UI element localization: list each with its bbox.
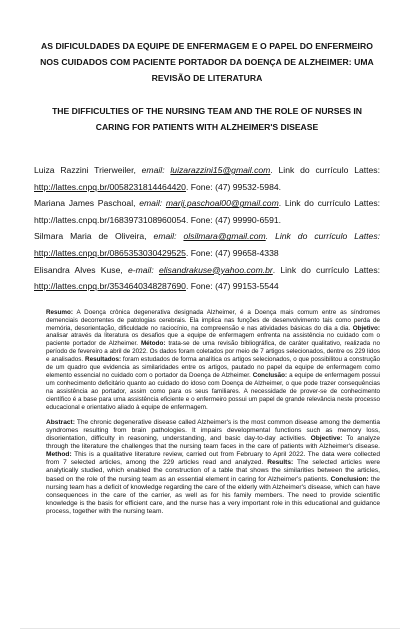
metodo-label: Método:	[140, 340, 166, 348]
objetivo-label: Objetivo:	[352, 324, 380, 332]
resultados-label: Resultados:	[85, 356, 122, 364]
resultados-text: foram estudados de forma analítica os artigos selecionados, o que possibilitou a construção de um quadro que evidencia as similaridades entre os artigos, pautado no papel da equipe de enfermagem como elemento essencial no cuidado com o portador da Doença de Alzheimer.	[46, 356, 381, 379]
title-portuguese: AS DIFICULDADES DA EQUIPE DE ENFERMAGEM E O PAPEL DO ENFERMEIRO NOS CUIDADOS COM PACIENTE PORTADOR DA DOENÇA DE ALZHEIMER: UMA REVISÃO DE LITERATURA	[40, 41, 374, 83]
email-label: email:	[141, 165, 165, 175]
author-entry	[34, 262, 380, 295]
email-link[interactable]: luizarazzini15@gmail.com	[170, 165, 271, 175]
conclusao-label: Conclusão:	[252, 372, 288, 379]
lattes-label: . Link do currículo Lattes:	[272, 264, 381, 275]
resumo-intro: A Doença crônica degenerativa designada Alzheimer, é a Doença mais comum entre as síndromes demenciais decorrentes de patologias cerebrais. Ela implica nas funções de desenvolvimento tais como perda de memória, desorientação, dificuldade no raciocínio, na compreensão e nas atividades básicas do dia a dia.	[46, 308, 380, 332]
email-link[interactable]: elisandrakuse@yahoo.com.br	[158, 264, 273, 275]
author-name: Mariana James Paschoal,	[34, 198, 136, 209]
abstract-paragraph	[34, 419, 380, 517]
objective-text: To analyze through the literature the challenges that the nursing team faces in the care of patients with Alzheimer's disease.	[46, 434, 380, 450]
author-entry	[34, 162, 380, 195]
lattes-link[interactable]: http://lattes.cnpq.br/1683973108960054	[34, 214, 186, 225]
results-label: Results:	[267, 459, 294, 467]
phone-text: . Fone: (47) 99658-4338	[185, 247, 279, 258]
author-name: Silmara Maria de Oliveira,	[34, 231, 147, 242]
lattes-label: . Link do currículo Lattes:	[265, 231, 381, 242]
lattes-link[interactable]: http://lattes.cnpq.br/3534640348287690	[34, 281, 186, 292]
phone-text: . Fone: (47) 99532-5984.	[185, 181, 282, 192]
lattes-label: . Link do currículo Lattes:	[278, 198, 381, 209]
email-label: email:	[139, 198, 163, 209]
objetivo-text: analisar através da literatura os desafios que a equipe de enfermagem enfrenta na assistência no cuidado com o paciente portador de Alzheimer.	[46, 332, 380, 348]
method-label: Method:	[46, 451, 72, 459]
conclusao-text: a equipe de enfermagem possui um conhecimento deficitário quanto ao cuidado do idoso com Doença de Alzheimer, o que pode trazer consequências na assistência ao portador, assim como para os seus familiares. A necessidade de prover-se de conhecimento científico é a base para uma assistência eficiente e o enfermeiro possui um papel de grande relevância neste processo educacional e orientativo aliado à equipe de enfermagem.	[46, 372, 381, 411]
abstract-label: Abstract:	[46, 418, 75, 426]
phone-text: . Fone: (47) 99990-6591.	[185, 214, 282, 225]
title-english: THE DIFFICULTIES OF THE NURSING TEAM AND THE ROLE OF NURSES IN CARING FOR PATIENTS WITH ALZHEIMER'S DISEASE	[52, 106, 362, 132]
email-link[interactable]: olsilmara@gmail.com	[183, 231, 266, 242]
email-label: email:	[153, 231, 177, 242]
author-name: Elisandra Alves Kuse,	[34, 264, 123, 275]
lattes-link[interactable]: http://lattes.cnpq.br/0865353030429525	[34, 247, 186, 258]
metodo-text: trata-se de uma revisão bibliográfica, de caráter qualitativo, realizada no período de fevereiro a abril de 2022. Os dados foram coletados por meio de 7 artigos selecionados, dentre os 229 lidos e analisados.	[46, 340, 380, 364]
author-name: Luiza Razzini Trierweiler,	[34, 165, 136, 175]
phone-text: . Fone: (47) 99153-5544	[185, 281, 279, 292]
document-page	[0, 38, 414, 635]
conclusion-text: the nursing team has a deficit of knowledge regarding the care of the elderly with Alzheimer's disease, which can have consequences in the care of the carrier, as well as for his family members. The need to provide scientific knowledge is the basis for efficient care, and the nurse has a very important role in this educational and guidance process, together with the nursing team.	[46, 475, 380, 516]
email-link[interactable]: marij.paschoal00@gmail.com	[165, 198, 279, 209]
conclusion-label: Conclusion:	[330, 475, 369, 483]
email-label: e-mail:	[127, 264, 154, 275]
author-list	[34, 162, 380, 295]
method-text: This is a qualitative literature review, carried out from February to April 2022. The data were collected from 7 selected articles, among the 229 articles read and analyzed.	[46, 451, 380, 467]
resumo-label: Resumo:	[46, 308, 73, 316]
abstract-intro: The chronic degenerative disease called Alzheimer's is the most common disease among the dementia syndromes resulting from brain pathologies. It impairs developmental functions such as memory loss, disorientation, difficulty in reasoning, understanding, and basic day-to-day activities.	[46, 418, 380, 442]
resumo-paragraph	[34, 309, 380, 412]
objective-label: Objective:	[310, 434, 343, 442]
bottom-divider	[20, 628, 400, 629]
lattes-link[interactable]: http://lattes.cnpq.br/0058231814464420	[34, 181, 186, 192]
author-entry	[34, 228, 380, 261]
author-entry	[34, 195, 380, 228]
results-text: The selected articles were analytically studied, which enabled the construction of a table that shows the similarities between the articles, based on the role of the nursing team as an essential element in caring for Alzheimer's patients.	[46, 459, 380, 483]
lattes-label: . Link do currículo Lattes:	[270, 165, 380, 175]
